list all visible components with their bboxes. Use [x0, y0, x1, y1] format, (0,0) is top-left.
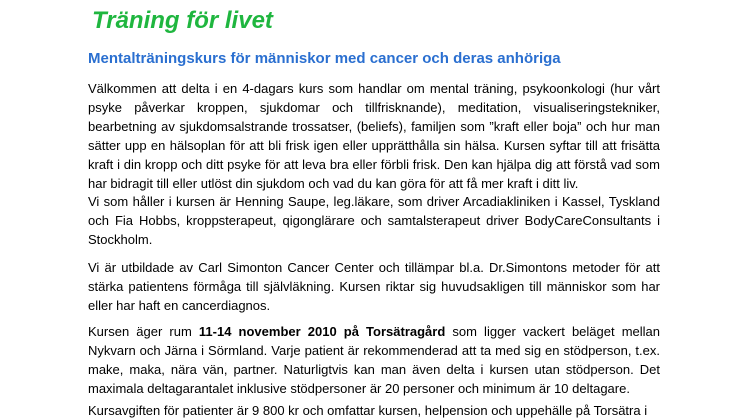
venue-intro-text: Kursen äger rum [88, 324, 199, 339]
paragraph-intro: Välkommen att delta i en 4-dagars kurs som handlar om mental träning, psykoonkologi (hur vårt psyke påverkar kroppen, sjukdomar och tillfrisknande), meditation, visualiseringstekniker, bearbetning av sjukdomsalstrande trossatser, (beliefs), familjen som ”kraft eller boja” och hur man sätter upp en hälsoplan för att bli frisk igen eller upprätthålla sin hälsa. Kursen syftar till att frisätta kraft i din kropp och ditt psyke för att leva bra eller förbli frisk. Den kan hjälpa dig att förstå vad som har bidragit till eller utlöst din sjukdom och vad du kan göra för att få mer kraft i ditt liv. [88, 81, 660, 191]
document-subtitle: Mentalträningskurs för människor med cancer och deras anhöriga [88, 50, 561, 67]
paragraph-venue [88, 323, 660, 399]
venue-details-text: som ligger vackert beläget mellan Nykvarn och Järna i Sörmland. Varje patient är rekommenderad att ta med sig en stödperson, t.ex. make, maka, nära vän, partner. Naturligtvis kan man även delta i kursen utan stödperson. Det maximala deltagarantalet inklusive stödpersoner är 20 personer och minimum är 10 deltagare. [88, 324, 660, 396]
document-title: Träning för livet [92, 7, 273, 34]
venue-date-highlight: 11-14 november 2010 på Torsätragård [198, 324, 446, 339]
paragraph-fee: Kursavgiften för patienter är 9 800 kr och omfattar kursen, helpension och uppehälle på Torsätra i [88, 403, 648, 418]
paragraph-training: Vi är utbildade av Carl Simonton Cancer Center och tillämpar bl.a. Dr.Simontons metoder för att stärka patientens förmåga till självläkning. Kursen riktar sig huvudsakligen till människor som har eller har haft en cancerdiagnos. [88, 260, 660, 313]
paragraph-instructors: Vi som håller i kursen är Henning Saupe, leg.läkare, som driver Arcadiakliniken i Kassel, Tyskland och Fia Hobbs, kroppsterapeut, qigonglärare och samtalsterapeut driver BodyCareConsultants i Stockholm. [88, 194, 660, 247]
